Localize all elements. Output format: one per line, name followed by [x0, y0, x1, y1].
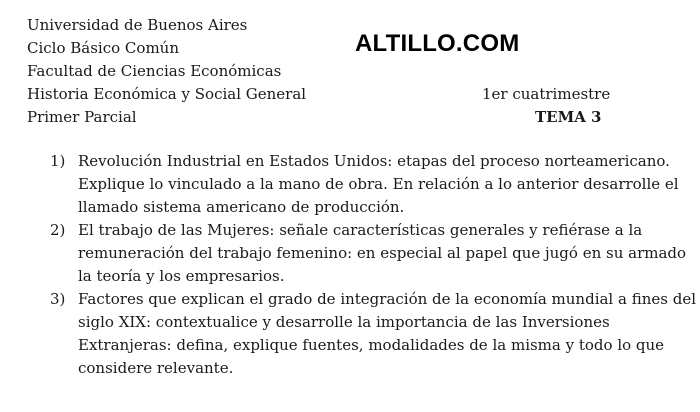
tema-label: TEMA 3 [535, 108, 602, 126]
question-text-line: Factores que explican el grado de integración de la economía mundial a fines del [78, 290, 696, 308]
exam-line [27, 106, 667, 129]
question-number: 1) [50, 152, 66, 170]
faculty-line [27, 60, 667, 83]
faculty-name: Facultad de Ciencias Económicas [27, 62, 282, 80]
cycle-line [27, 37, 667, 60]
altillo-logo: ALTILLO.COM [355, 30, 520, 57]
question-text-line: llamado sistema americano de producción. [78, 198, 405, 216]
question-text-line: Revolución Industrial en Estados Unidos: etapas del proceso norteamericano. [78, 152, 670, 170]
question-text-line: Extranjeras: defina, explique fuentes, modalidades de la misma y todo lo que [78, 336, 665, 354]
question-text-line: la teoría y los empresarios. [78, 267, 285, 285]
cycle-name: Ciclo Básico Común [27, 39, 179, 57]
semester-label: 1er cuatrimestre [482, 85, 611, 103]
university-line [27, 14, 667, 37]
question-3 [50, 288, 696, 380]
question-number: 3) [50, 290, 66, 308]
university-name: Universidad de Buenos Aires [27, 16, 248, 34]
course-line [27, 83, 667, 106]
question-text-line: Explique lo vinculado a la mano de obra. En relación a lo anterior desarrolle el [78, 175, 679, 193]
question-text-line: El trabajo de las Mujeres: señale características generales y refiérase a la [78, 221, 643, 239]
question-text-line: siglo XIX: contextualice y desarrolle la importancia de las Inversiones [78, 313, 610, 331]
question-text-line: considere relevante. [78, 359, 234, 377]
exam-header [27, 14, 667, 129]
question-list [50, 150, 696, 380]
question-1 [50, 150, 679, 219]
question-2 [50, 219, 687, 288]
question-text-line: remuneración del trabajo femenino: en especial al papel que jugó en su armado [78, 244, 687, 262]
question-number: 2) [50, 221, 66, 239]
course-name: Historia Económica y Social General [27, 85, 307, 103]
exam-name: Primer Parcial [27, 108, 137, 126]
